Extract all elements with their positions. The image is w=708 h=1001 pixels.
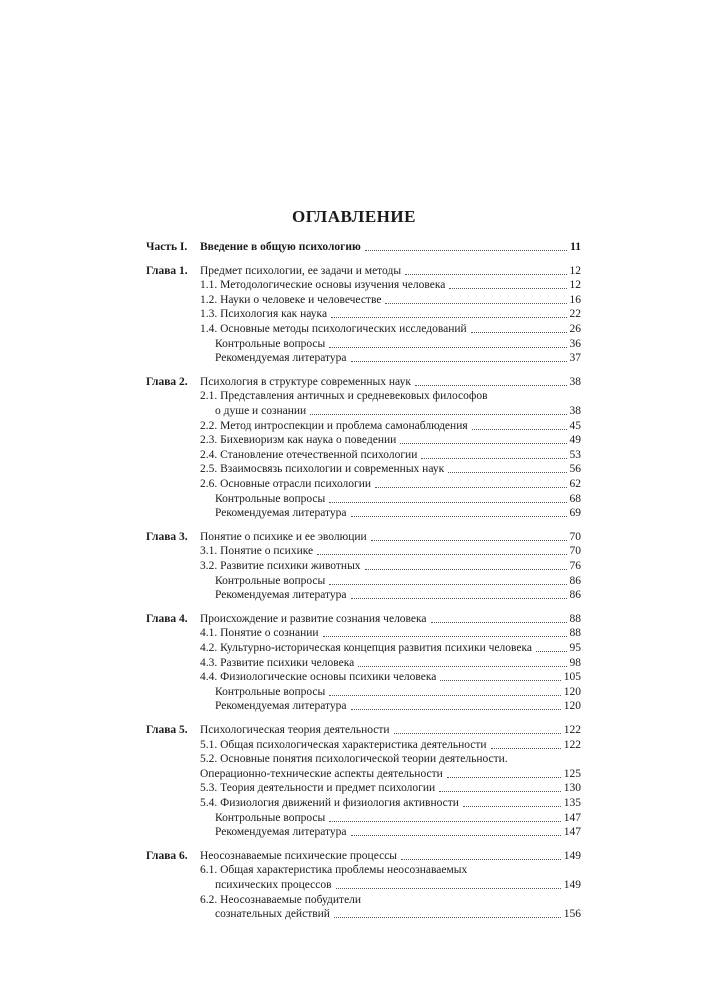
toc-leader-dots xyxy=(415,385,567,386)
toc-entry-title: Рекомендуемая литература xyxy=(215,589,347,602)
toc-entry[interactable] xyxy=(200,322,581,336)
toc-entry[interactable] xyxy=(200,240,581,254)
toc-entry[interactable] xyxy=(200,264,581,278)
toc-entry-title: 2.2. Метод интроспекции и проблема самонаблюдения xyxy=(200,419,468,432)
toc-chapter-label: Глава 2. xyxy=(146,375,188,388)
toc-entry[interactable] xyxy=(200,462,581,476)
toc-entry[interactable] xyxy=(200,893,581,907)
toc-leader-dots xyxy=(351,361,567,362)
toc-leader-dots xyxy=(351,516,567,517)
toc-entry-title: 4.1. Понятие о сознании xyxy=(200,627,319,640)
toc-entry-title: Контрольные вопросы xyxy=(215,574,326,587)
toc-page-number: 147 xyxy=(563,826,581,839)
toc-entry-title: Контрольные вопросы xyxy=(215,337,326,350)
toc-leader-dots xyxy=(329,347,566,348)
toc-leader-dots xyxy=(351,598,567,599)
toc-entry-title: Происхождение и развитие сознания человека xyxy=(200,612,427,625)
toc-entry-title: о душе и сознании xyxy=(215,405,307,417)
toc-entry[interactable] xyxy=(215,492,581,506)
toc-chapter-label: Глава 3. xyxy=(146,530,188,543)
toc-entry[interactable] xyxy=(200,863,581,877)
toc-entry[interactable] xyxy=(200,781,581,795)
toc-entry-title: 2.3. Бихевиоризм как наука о поведении xyxy=(200,434,397,447)
toc-entry[interactable] xyxy=(200,375,581,389)
toc-page-number: 88 xyxy=(569,627,581,640)
toc-page-number: 69 xyxy=(569,507,581,520)
toc-leader-dots xyxy=(448,472,566,473)
toc-entry-title: 5.4. Физиология движений и физиология активности xyxy=(200,797,459,809)
toc-chapter-label: Глава 6. xyxy=(146,849,188,862)
toc-entry-title: сознательных действий xyxy=(215,908,330,921)
toc-page-number: 147 xyxy=(563,811,581,824)
toc-page-number: 70 xyxy=(569,545,581,558)
toc-leader-dots xyxy=(329,821,561,822)
toc-leader-dots xyxy=(421,458,566,459)
toc-entry[interactable] xyxy=(200,389,581,403)
toc-entry-title: 1.4. Основные методы психологических исследований xyxy=(200,323,467,335)
toc-page-number: 98 xyxy=(569,656,581,669)
toc-entry[interactable] xyxy=(200,307,581,321)
toc-entry[interactable] xyxy=(200,278,581,292)
toc-page-number: 86 xyxy=(569,574,581,587)
toc-chapter-label: Глава 5. xyxy=(146,724,188,736)
toc-entry-title: Понятие о психике и ее эволюции xyxy=(200,530,367,543)
toc-entry-title: Операционно-технические аспекты деятельности xyxy=(200,767,443,780)
toc-leader-dots xyxy=(431,622,567,623)
page-title: ОГЛАВЛЕНИЕ xyxy=(292,207,416,226)
toc-page-number: 120 xyxy=(563,700,581,713)
toc-page-number: 16 xyxy=(569,293,581,306)
toc-page-number: 38 xyxy=(569,405,581,417)
toc-entry[interactable] xyxy=(215,588,581,602)
toc-page-number: 120 xyxy=(563,685,581,698)
toc-leader-dots xyxy=(405,274,566,275)
toc-leader-dots xyxy=(351,835,561,836)
toc-leader-dots xyxy=(310,414,566,415)
toc-page-number: 125 xyxy=(563,767,581,780)
toc-leader-dots xyxy=(351,709,561,710)
toc-page-number: 53 xyxy=(569,448,581,461)
toc-entry[interactable] xyxy=(200,849,581,863)
toc-entry-title: психических процессов xyxy=(215,879,332,891)
toc-leader-dots xyxy=(463,806,561,807)
toc-entry[interactable] xyxy=(215,825,581,839)
toc-entry[interactable] xyxy=(215,351,581,365)
toc-entry[interactable] xyxy=(215,878,581,892)
toc-leader-dots xyxy=(358,666,566,667)
toc-page-number: 122 xyxy=(563,724,581,736)
toc-entry[interactable] xyxy=(215,337,581,351)
toc-page-number: 11 xyxy=(570,241,581,253)
toc-leader-dots xyxy=(317,554,566,555)
toc-entry[interactable] xyxy=(200,612,581,626)
toc-leader-dots xyxy=(329,584,566,585)
toc-entry-title: Психология в структуре современных наук xyxy=(200,375,411,388)
toc-entry[interactable] xyxy=(215,404,581,418)
toc-entry[interactable] xyxy=(200,738,581,752)
toc-entry[interactable] xyxy=(215,907,581,921)
toc-entry-title: Психологическая теория деятельности xyxy=(200,724,390,736)
toc-page-number: 22 xyxy=(569,308,581,321)
toc-entry[interactable] xyxy=(200,559,581,573)
toc-entry-title: 6.1. Общая характеристика проблемы неосознаваемых xyxy=(200,864,468,877)
toc-page-number: 135 xyxy=(563,797,581,809)
toc-entry-title: Рекомендуемая литература xyxy=(215,507,347,520)
toc-entry-title: 2.1. Представления античных и средневековых философов xyxy=(200,390,488,403)
toc-entry[interactable] xyxy=(200,796,581,810)
toc-entry-title: 4.3. Развитие психики человека xyxy=(200,656,355,669)
toc-entry-title: 5.2. Основные понятия психологической теории деятельности. xyxy=(200,753,508,766)
toc-leader-dots xyxy=(536,651,567,652)
toc-leader-dots xyxy=(447,777,561,778)
toc-entry-title: Предмет психологии, ее задачи и методы xyxy=(200,264,402,277)
toc-page-number: 70 xyxy=(569,530,581,543)
toc-leader-dots xyxy=(365,250,567,251)
toc-leader-dots xyxy=(449,288,566,289)
toc-leader-dots xyxy=(400,443,566,444)
toc-page-number: 68 xyxy=(569,492,581,505)
toc-entry[interactable] xyxy=(200,293,581,307)
toc-leader-dots xyxy=(334,917,561,918)
toc-page-number: 56 xyxy=(569,463,581,476)
toc-leader-dots xyxy=(401,859,561,860)
toc-leader-dots xyxy=(472,429,567,430)
toc-page-number: 105 xyxy=(563,671,581,684)
toc-leader-dots xyxy=(439,791,561,792)
toc-entry-title: Контрольные вопросы xyxy=(215,492,326,505)
toc-page-number: 95 xyxy=(569,642,581,654)
toc-chapter-label: Часть I. xyxy=(146,241,188,253)
toc-chapter-label: Глава 1. xyxy=(146,264,188,277)
toc-entry[interactable] xyxy=(215,685,581,699)
toc-entry[interactable] xyxy=(215,574,581,588)
toc-page-number: 149 xyxy=(563,849,581,862)
toc-entry[interactable] xyxy=(200,723,581,737)
toc-chapter-label: Глава 4. xyxy=(146,612,188,625)
toc-leader-dots xyxy=(329,695,561,696)
toc-leader-dots xyxy=(331,317,566,318)
toc-page-number: 86 xyxy=(569,589,581,602)
toc-entry-title: 1.3. Психология как наука xyxy=(200,308,328,321)
toc-entry[interactable] xyxy=(200,530,581,544)
toc-entry-title: Неосознаваемые психические процессы xyxy=(200,849,398,862)
toc-leader-dots xyxy=(329,502,566,503)
toc-leader-dots xyxy=(371,540,567,541)
toc-entry-title: 2.5. Взаимосвязь психологии и современных наук xyxy=(200,463,445,476)
toc-entry[interactable] xyxy=(200,767,581,781)
toc-page-number: 49 xyxy=(569,434,581,447)
toc-entry[interactable] xyxy=(200,656,581,670)
toc-entry-title: 3.2. Развитие психики животных xyxy=(200,560,361,572)
toc-entry[interactable] xyxy=(200,419,581,433)
toc-entry-title: Рекомендуемая литература xyxy=(215,700,347,713)
toc-page-number: 156 xyxy=(563,908,581,921)
toc-entry-title: Рекомендуемая литература xyxy=(215,826,347,839)
toc-page-number: 38 xyxy=(569,375,581,388)
toc-leader-dots xyxy=(375,487,566,488)
toc-page-number: 76 xyxy=(569,560,581,572)
toc-page-number: 122 xyxy=(563,738,581,751)
toc-page-number: 37 xyxy=(569,352,581,365)
toc-page-number: 36 xyxy=(569,337,581,350)
toc-leader-dots xyxy=(491,748,561,749)
toc-entry[interactable] xyxy=(215,811,581,825)
toc-leader-dots xyxy=(385,303,566,304)
toc-entry-title: 1.2. Науки о человеке и человечестве xyxy=(200,293,382,306)
toc-leader-dots xyxy=(394,733,561,734)
toc-entry[interactable] xyxy=(200,433,581,447)
toc-entry-title: 3.1. Понятие о психике xyxy=(200,545,314,558)
toc-entry-title: 4.2. Культурно-историческая концепция развития психики человека xyxy=(200,642,532,654)
toc-page-number: 45 xyxy=(569,419,581,432)
toc-page-number: 88 xyxy=(569,612,581,625)
toc-entry-title: 2.4. Становление отечественной психологии xyxy=(200,448,418,461)
toc-entry-title: 5.3. Теория деятельности и предмет психологии xyxy=(200,782,436,795)
toc-page-number: 149 xyxy=(563,879,581,891)
toc-entry[interactable] xyxy=(200,544,581,558)
toc-entry[interactable] xyxy=(200,752,581,766)
toc-entry-title: 2.6. Основные отрасли психологии xyxy=(200,478,372,490)
toc-entry[interactable] xyxy=(200,670,581,684)
toc-entry[interactable] xyxy=(200,626,581,640)
toc-entry-title: Рекомендуемая литература xyxy=(215,352,347,365)
toc-entry[interactable] xyxy=(200,641,581,655)
toc-leader-dots xyxy=(471,332,567,333)
toc-leader-dots xyxy=(323,636,567,637)
toc-leader-dots xyxy=(365,569,567,570)
toc-leader-dots xyxy=(336,888,561,889)
toc-entry-title: 6.2. Неосознаваемые побудители xyxy=(200,893,362,906)
toc-entry-title: Контрольные вопросы xyxy=(215,685,326,698)
toc-entry[interactable] xyxy=(215,506,581,520)
toc-leader-dots xyxy=(440,680,560,681)
toc-entry-title: 5.1. Общая психологическая характеристика деятельности xyxy=(200,738,487,751)
toc-entry-title: 4.4. Физиологические основы психики человека xyxy=(200,671,437,684)
toc-entry[interactable] xyxy=(215,699,581,713)
toc-page-number: 130 xyxy=(563,782,581,795)
toc-page-number: 12 xyxy=(569,279,581,292)
toc-entry-title: Контрольные вопросы xyxy=(215,811,326,824)
toc-entry-title: 1.1. Методологические основы изучения человека xyxy=(200,279,446,292)
toc-entry[interactable] xyxy=(200,448,581,462)
toc-page-number: 26 xyxy=(569,323,581,335)
toc-page-number: 62 xyxy=(569,478,581,490)
toc-entry[interactable] xyxy=(200,477,581,491)
toc-entry-title: Введение в общую психологию xyxy=(200,241,361,253)
toc-page-number: 12 xyxy=(569,264,581,277)
